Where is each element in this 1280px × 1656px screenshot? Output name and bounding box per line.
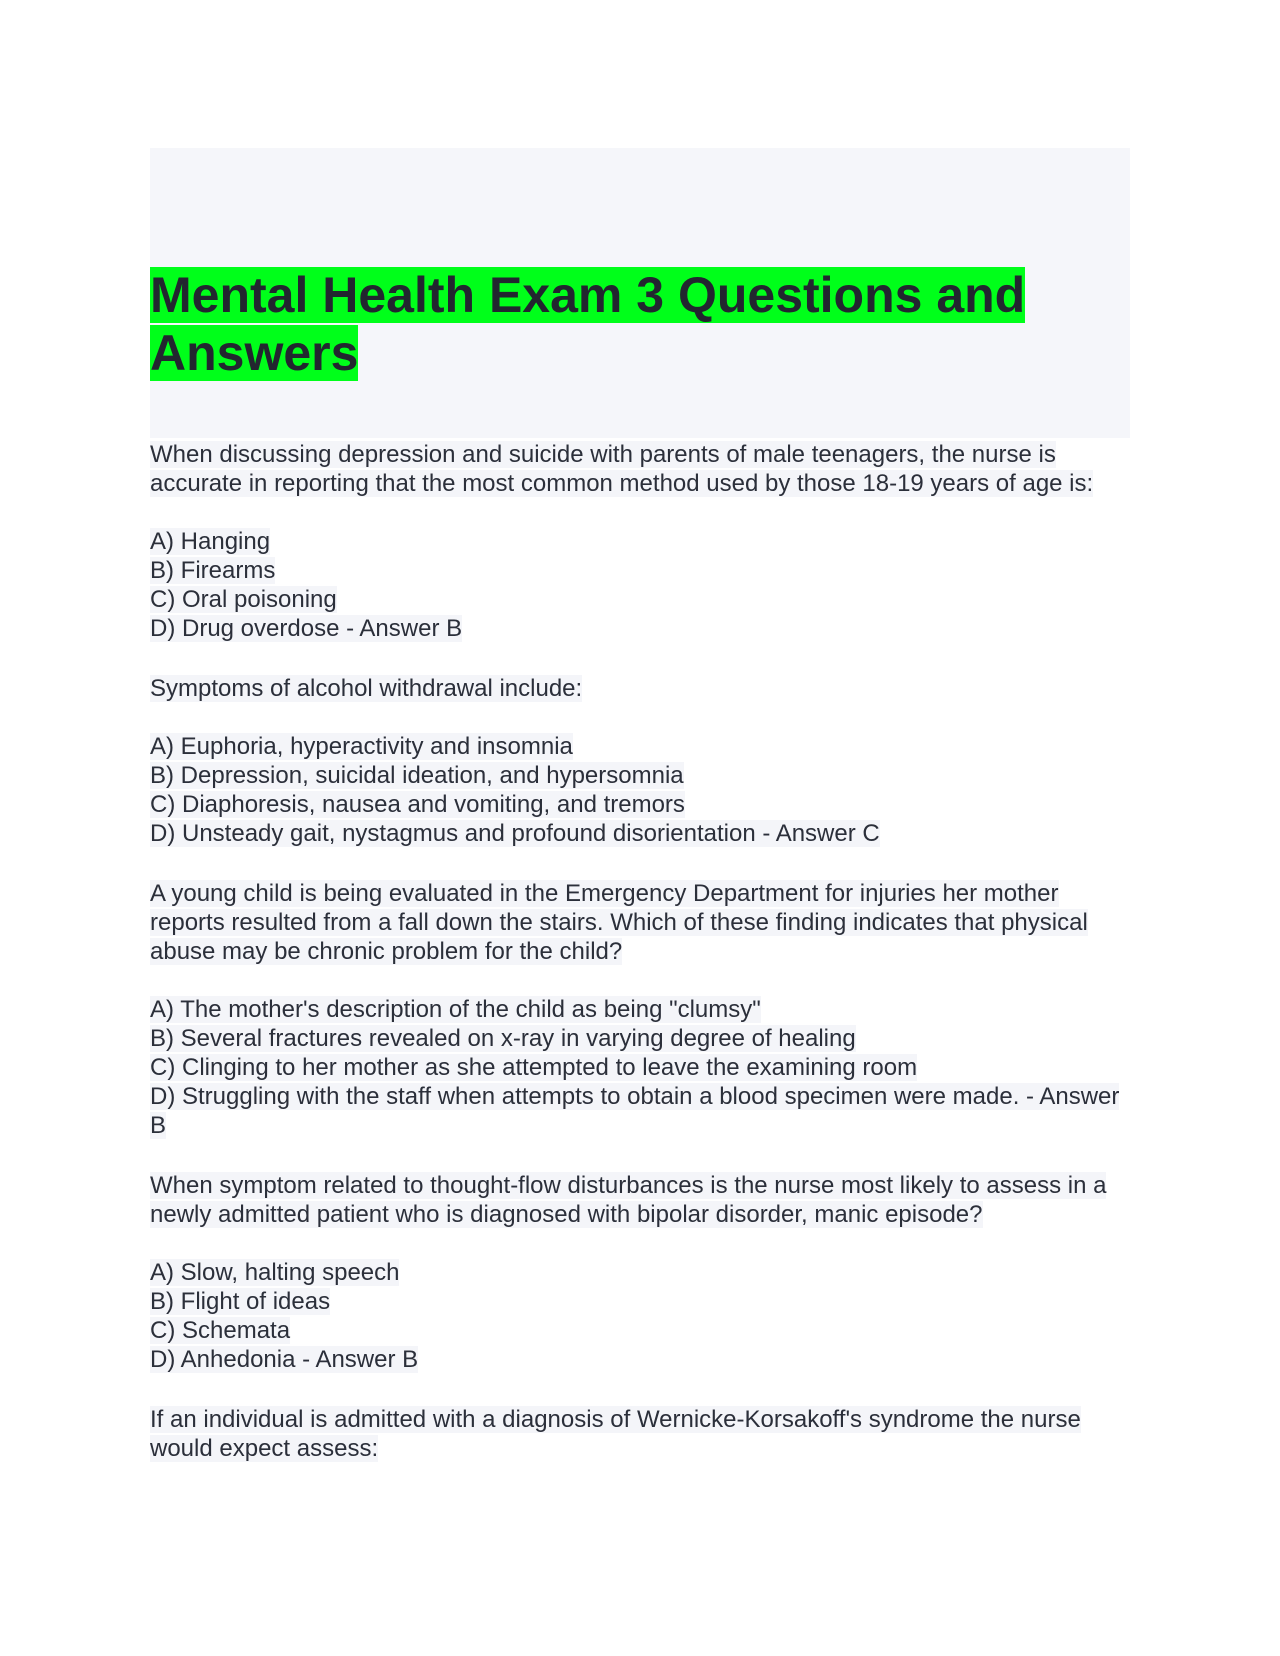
title-block xyxy=(150,148,1130,438)
options-list xyxy=(150,527,1130,643)
question-2 xyxy=(150,672,1130,848)
question-text xyxy=(150,877,1130,966)
option-a-text: A) Hanging xyxy=(150,528,271,555)
option-b-text: B) Flight of ideas xyxy=(150,1288,331,1315)
option-b-text: B) Firearms xyxy=(150,557,276,584)
question-text-content: When symptom related to thought-flow disturbances is the nurse most likely to assess in a newly admitted patient who is diagnosed with bipolar disorder, manic episode? xyxy=(150,1172,1107,1228)
option-d-text: D) Struggling with the staff when attempts to obtain a blood specimen were made. - Answer B xyxy=(150,1083,1120,1139)
question-1 xyxy=(150,438,1130,643)
question-4 xyxy=(150,1169,1130,1374)
option-b xyxy=(150,761,1130,790)
option-a xyxy=(150,995,1130,1024)
document-page xyxy=(150,148,1130,1492)
document-title xyxy=(150,266,1110,382)
option-c xyxy=(150,790,1130,819)
option-b-text: B) Depression, suicidal ideation, and hypersomnia xyxy=(150,762,684,789)
option-b xyxy=(150,556,1130,585)
question-text-content: A young child is being evaluated in the Emergency Department for injuries her mother reports resulted from a fall down the stairs. Which of these finding indicates that physical abuse may be chronic problem for the child? xyxy=(150,880,1088,965)
option-a xyxy=(150,1258,1130,1287)
option-c xyxy=(150,1316,1130,1345)
option-a-text: A) Euphoria, hyperactivity and insomnia xyxy=(150,733,573,760)
option-d xyxy=(150,1082,1130,1140)
option-b xyxy=(150,1024,1130,1053)
option-c-text: C) Diaphoresis, nausea and vomiting, and tremors xyxy=(150,791,685,818)
options-list xyxy=(150,732,1130,848)
option-c xyxy=(150,585,1130,614)
option-c-text: C) Oral poisoning xyxy=(150,586,337,613)
options-list xyxy=(150,1258,1130,1374)
option-d-text: D) Anhedonia - Answer B xyxy=(150,1346,419,1373)
option-d xyxy=(150,819,1130,848)
question-text xyxy=(150,672,1130,703)
option-c-text: C) Schemata xyxy=(150,1317,291,1344)
option-a xyxy=(150,527,1130,556)
question-3 xyxy=(150,877,1130,1140)
option-a-text: A) Slow, halting speech xyxy=(150,1259,400,1286)
options-list xyxy=(150,995,1130,1140)
question-text xyxy=(150,1169,1130,1229)
question-text-content: If an individual is admitted with a diagnosis of Wernicke-Korsakoff's syndrome the nurse would expect assess: xyxy=(150,1406,1081,1462)
option-a xyxy=(150,732,1130,761)
document-title-text: Mental Health Exam 3 Questions and Answers xyxy=(150,267,1026,381)
question-text-content: Symptoms of alcohol withdrawal include: xyxy=(150,675,583,702)
option-a-text: A) The mother's description of the child as being "clumsy" xyxy=(150,996,761,1023)
question-5 xyxy=(150,1403,1130,1463)
option-c-text: C) Clinging to her mother as she attempted to leave the examining room xyxy=(150,1054,918,1081)
option-b xyxy=(150,1287,1130,1316)
question-text-content: When discussing depression and suicide with parents of male teenagers, the nurse is accurate in reporting that the most common method used by those 18-19 years of age is: xyxy=(150,441,1094,497)
option-d xyxy=(150,1345,1130,1374)
option-d xyxy=(150,614,1130,643)
option-b-text: B) Several fractures revealed on x-ray in varying degree of healing xyxy=(150,1025,856,1052)
option-d-text: D) Drug overdose - Answer B xyxy=(150,615,463,642)
question-text xyxy=(150,1403,1130,1463)
option-d-text: D) Unsteady gait, nystagmus and profound disorientation - Answer C xyxy=(150,820,880,847)
option-c xyxy=(150,1053,1130,1082)
questions-list xyxy=(150,438,1130,1463)
question-text xyxy=(150,438,1130,498)
